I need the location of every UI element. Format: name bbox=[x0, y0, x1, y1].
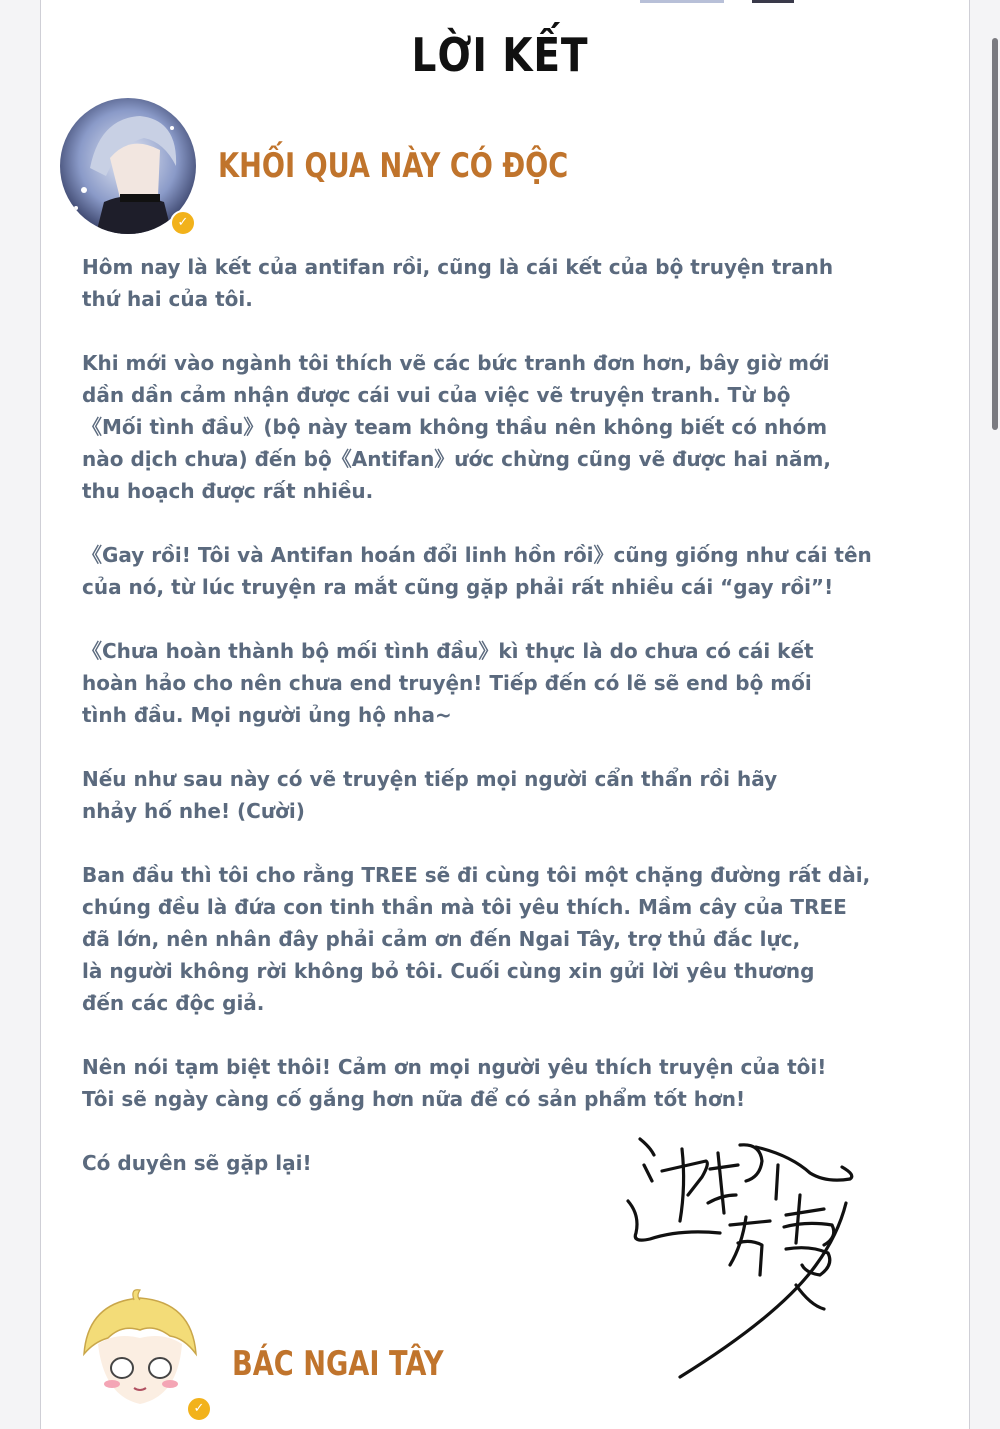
scrollbar[interactable] bbox=[992, 38, 998, 430]
avatar-blonde-chibi-icon bbox=[74, 1284, 206, 1416]
paragraph: 《Gay rồi! Tôi và Antifan hoán đổi linh hồn rồi》cũng giống như cái tên của nó, từ lúc truyện ra mắt cũng gặp phải rất nhiều cái “gay rồi”! bbox=[82, 543, 872, 599]
paragraph: Có duyên sẽ gặp lại! bbox=[82, 1151, 312, 1175]
paragraph: Nên nói tạm biệt thôi! Cảm ơn mọi người yêu thích truyện của tôi! Tôi sẽ ngày càng cố gắng hơn nữa để có sản phẩm tốt hơn! bbox=[82, 1055, 827, 1111]
paragraph: Ban đầu thì tôi cho rằng TREE sẽ đi cùng tôi một chặng đường rất dài, chúng đều là đứa con tinh thần mà tôi yêu thích. Mầm cây của TREE đã lớn, nên nhân đây phải cảm ơn đến Ngai Tây, trợ thủ đắc lực, là người không rời không bỏ tôi. Cuối cùng xin gửi lời yêu thương đến các độc giả. bbox=[82, 863, 871, 1015]
author-name-top[interactable]: KHỐI QUA NÀY CÓ ĐỘC bbox=[218, 146, 569, 186]
paragraph: Khi mới vào ngành tôi thích vẽ các bức tranh đơn hơn, bây giờ mới dần dần cảm nhận được cái vui của việc vẽ truyện tranh. Từ bộ 《Mối tình đầu》(bộ này team không thầu nên không biết có nhóm nào dịch chưa) đến bộ《Antifan》ước chừng cũng vẽ được hai năm, thu hoạch được rất nhiều. bbox=[82, 351, 831, 503]
paragraph: Hôm nay là kết của antifan rồi, cũng là cái kết của bộ truyện tranh thứ hai của tôi. bbox=[82, 255, 834, 311]
handwritten-signature bbox=[610, 1125, 880, 1385]
author-name-bottom[interactable]: BÁC NGAI TÂY bbox=[232, 1344, 444, 1384]
page-title: LỜI KẾT bbox=[411, 28, 589, 82]
avatar-bottom[interactable] bbox=[74, 1284, 206, 1416]
top-strip bbox=[640, 0, 920, 3]
paragraph: 《Chưa hoàn thành bộ mối tình đầu》kì thực là do chưa có cái kết hoàn hảo cho nên chưa end truyện! Tiếp đến có lẽ sẽ end bộ mối tình đầu. Mọi người ủng hộ nha~ bbox=[82, 639, 814, 727]
letter-body bbox=[82, 251, 962, 1211]
verified-badge-icon: ✓ bbox=[170, 210, 196, 236]
paragraph: Nếu như sau này có vẽ truyện tiếp mọi người cẩn thẩn rồi hãy nhảy hố nhe! (Cười) bbox=[82, 767, 778, 823]
verified-badge-icon: ✓ bbox=[186, 1396, 212, 1422]
